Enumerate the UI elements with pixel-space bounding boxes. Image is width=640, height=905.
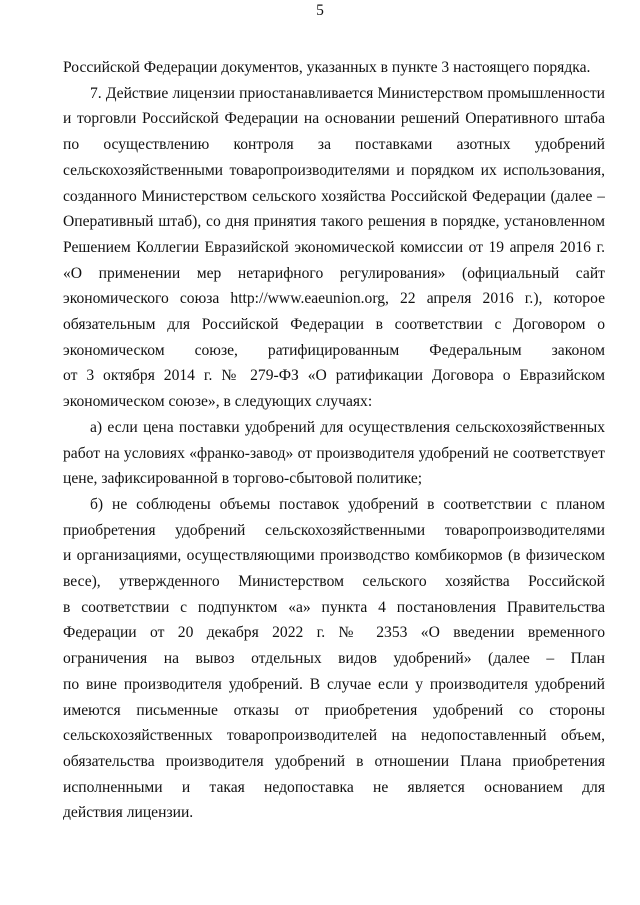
text-line: Российской Федерации документов, указанных в пункте 3 настоящего порядка. — [63, 59, 591, 76]
text-line: сельскохозяйственных товаропроизводителей на недопоставленный объем, — [63, 727, 605, 745]
text-line: Федерации от 20 декабря 2022 г. № 2353 «О введении временного — [63, 624, 605, 642]
text-line: приобретения удобрений сельскохозяйственными товаропроизводителями — [63, 521, 605, 539]
subitem-a-start: а) если цена поставки удобрений для осуществления сельскохозяйственных — [90, 418, 605, 436]
text-line: Решением Коллегии Евразийской экономической комиссии от 19 апреля 2016 г. — [63, 238, 605, 256]
text-line: исполненными и такая недопоставка не является основанием для — [63, 778, 605, 796]
text-line: обязательным для Российской Федерации в соответствии с Договором о — [63, 316, 605, 333]
text-line: созданного Министерством сельского хозяйства Российской Федерации (далее – — [63, 187, 605, 205]
text-line: Оперативный штаб), со дня принятия такого решения в порядке, установленном — [63, 213, 605, 231]
text-line: экономическом союзе», в следующих случаях: — [63, 393, 373, 411]
text-line: сельскохозяйственными товаропроизводителями и порядком их использования, — [63, 161, 605, 179]
text-line: по осуществлению контроля за поставками азотных удобрений — [63, 136, 605, 154]
text-line: и организациями, осуществляющими производство комбикормов (в физическом — [63, 547, 605, 565]
text-line: экономическом союзе, ратифицированным Федеральным законом — [63, 341, 605, 359]
text-line: по вине производителя удобрений. В случае если у производителя удобрений — [63, 675, 605, 693]
text-line: в соответствии с подпунктом «а» пункта 4 постановления Правительства — [63, 598, 605, 616]
text-line: действия лицензии. — [63, 804, 194, 822]
subitem-b-start: б) не соблюдены объемы поставок удобрений в соответствии с планом — [90, 495, 605, 513]
text-line: от 3 октября 2014 г. № 279-ФЗ «О ратификации Договора о Евразийском — [63, 367, 605, 385]
text-line: весе), утвержденного Министерством сельского хозяйства Российской — [63, 573, 605, 590]
text-line: ограничения на вывоз отдельных видов удобрений» (далее – План — [63, 650, 605, 668]
text-line: экономического союза http://www.eaeunion.org, 22 апреля 2016 г.), которое — [63, 290, 605, 308]
text-line: работ на условиях «франко-завод» от производителя удобрений не соответствует — [63, 444, 605, 462]
text-line: и торговли Российской Федерации на основании решений Оперативного штаба — [63, 110, 605, 128]
page-number: 5 — [316, 2, 324, 19]
text-line: имеются письменные отказы от приобретения удобрений со стороны — [63, 701, 605, 719]
text-line: цене, зафиксированной в торгово-сбытовой политике; — [63, 470, 423, 488]
text-line: обязательства производителя удобрений в отношении Плана приобретения — [63, 752, 605, 770]
text-line: «О применении мер нетарифного регулирования» (официальный сайт — [63, 264, 605, 282]
paragraph-7-start: 7. Действие лицензии приостанавливается Министерством промышленности — [90, 84, 605, 102]
